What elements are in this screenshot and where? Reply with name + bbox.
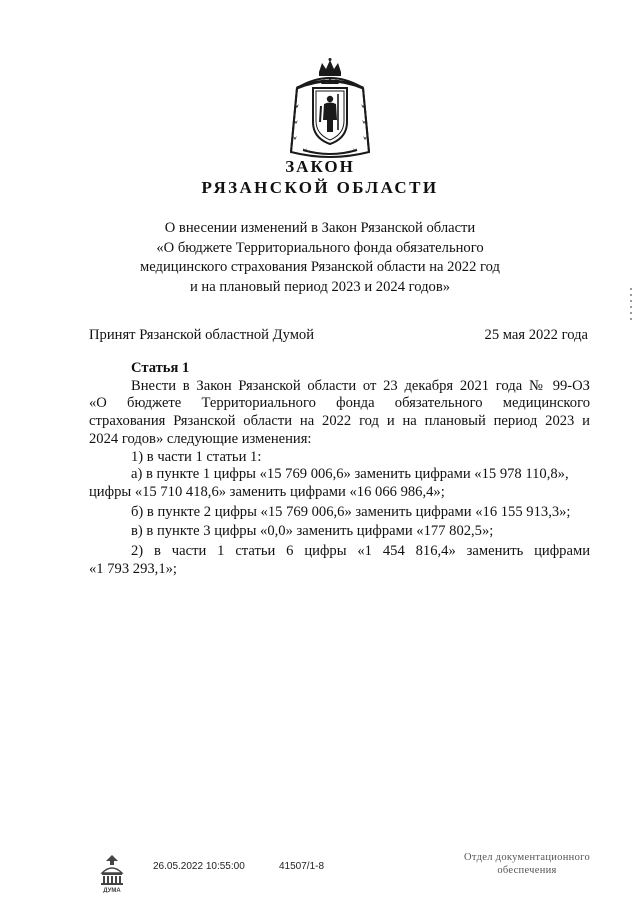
registration-number: 41507/1-8 <box>279 861 325 872</box>
article-heading: Статья 1 <box>131 360 190 376</box>
ryazan-coat-of-arms-icon <box>289 58 371 162</box>
article-line: а) в пункте 1 цифры «15 769 006,6» заменить цифрами «15 978 110,8», <box>131 466 569 483</box>
adoption-date: 25 мая 2022 года <box>484 327 588 343</box>
law-title: ЗАКОН <box>285 157 355 176</box>
subject-line: медицинского страхования Рязанской области на 2022 год <box>140 259 500 275</box>
duma-logo-caption: ДУМА <box>103 888 121 893</box>
article-body <box>89 360 590 578</box>
stamp-line: Отдел документационного <box>463 852 591 863</box>
subject-line: О внесении изменений в Закон Рязанской области <box>164 220 476 236</box>
stamp-line: обеспечения <box>497 865 557 876</box>
article-line: б) в пункте 2 цифры «15 769 006,6» заменить цифрами «16 155 913,3»; <box>131 503 571 520</box>
subject-line: и на плановый период 2023 и 2024 годов» <box>189 278 451 295</box>
article-line: «1 793 293,1»; <box>89 560 177 577</box>
article-line: Внести в Закон Рязанской области от 23 декабря 2021 года № 99-ОЗ <box>131 377 590 394</box>
adopted-by: Принят Рязанской областной Думой <box>89 327 315 343</box>
law-region: РЯЗАНСКОЙ ОБЛАСТИ <box>201 178 439 197</box>
article-line: цифры «15 710 418,6» заменить цифрами «16 066 986,4»; <box>89 483 445 500</box>
subject-line: «О бюджете Территориального фонда обязательного <box>156 239 484 256</box>
article-line: 1) в части 1 статьи 1: <box>131 448 262 465</box>
duma-logo-icon <box>96 853 128 893</box>
article-line: 2) в части 1 статьи 6 цифры «1 454 816,4» заменить цифрами <box>131 543 590 560</box>
print-timestamp: 26.05.2022 10:55:00 <box>153 861 245 872</box>
article-line: в) в пункте 3 цифры «0,0» заменить цифрами «177 802,5»; <box>131 523 494 540</box>
margin-marks <box>630 288 634 326</box>
article-line: страхования Рязанской области на 2022 год и на плановый период 2023 и <box>89 413 590 430</box>
department-stamp <box>442 851 612 877</box>
law-subject <box>0 219 640 297</box>
article-line: «О бюджете Территориального фонда обязательного медицинского <box>89 395 590 412</box>
article-line: 2024 годов» следующие изменения: <box>89 430 312 447</box>
